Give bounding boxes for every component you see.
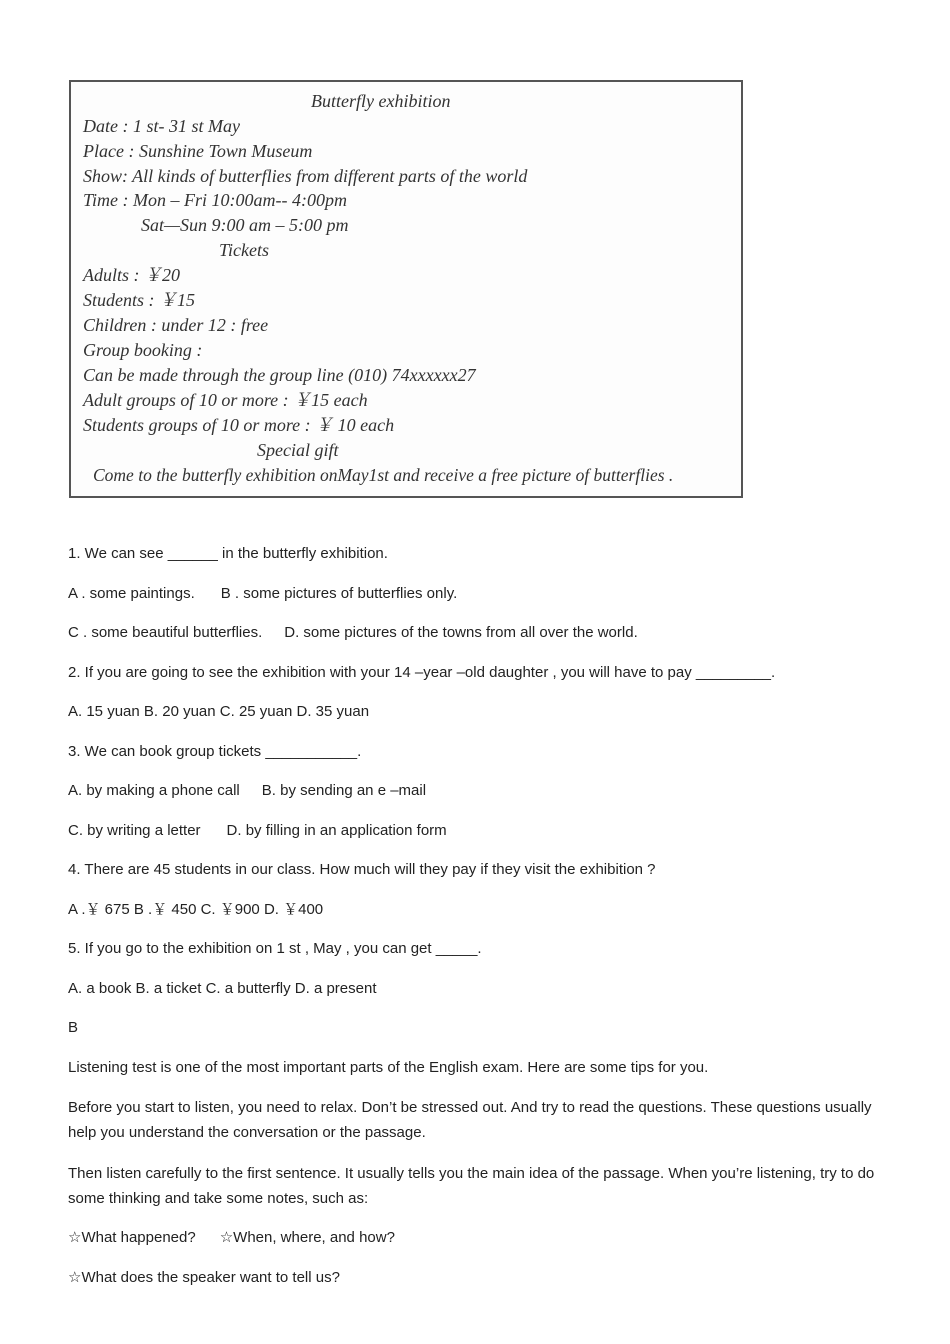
poster-time-weekend: Sat—Sun 9:00 am – 5:00 pm [141, 215, 349, 235]
question-1-options-ab [68, 582, 883, 606]
q3-option-b: B. by sending an e –mail [261, 782, 427, 799]
poster-special-heading: Special gift [257, 440, 339, 460]
poster-group-line: Can be made through the group line (010) 74xxxxxx27 [83, 365, 476, 385]
tip-what-happened: ☆What happened? [68, 1229, 196, 1246]
exhibition-poster [69, 80, 743, 498]
q3-option-a: A. by making a phone call [68, 782, 240, 799]
section-b-label: B [68, 1019, 79, 1036]
poster-student-groups: Students groups of 10 or more : ￥ 10 each [83, 415, 395, 435]
question-1: 1. We can see ______ in the butterfly exhibition. [68, 545, 388, 562]
question-3-options-cd [68, 819, 883, 843]
passage-paragraph-3: Then listen carefully to the first sentence. It usually tells you the main idea of the passage. When you’re listening, try to do some thinking and take some notes, such as: [68, 1164, 875, 1207]
q1-option-a: A . some paintings. [68, 584, 195, 602]
question-1-options-cd [68, 621, 883, 645]
question-5-options: A. a book B. a ticket C. a butterfly D. a present [68, 979, 377, 997]
poster-place: Place : Sunshine Town Museum [83, 141, 313, 161]
passage-paragraph-1: Listening test is one of the most important parts of the English exam. Here are some tips for you. [68, 1058, 709, 1076]
poster-show: Show: All kinds of butterflies from different parts of the world [83, 166, 528, 186]
poster-date: Date : 1 st- 31 st May [83, 116, 240, 136]
poster-children: Children : under 12 : free [83, 315, 269, 335]
poster-time-weekday: Time : Mon – Fri 10:00am-- 4:00pm [83, 190, 347, 210]
poster-title: Butterfly exhibition [311, 91, 451, 111]
poster-students: Students : ￥15 [83, 290, 195, 310]
poster-adults: Adults : ￥20 [83, 265, 180, 285]
q1-option-b: B . some pictures of butterflies only. [220, 584, 458, 602]
document-body [68, 542, 883, 1305]
question-5: 5. If you go to the exhibition on 1 st , May , you can get _____. [68, 940, 482, 957]
poster-special-text: Come to the butterfly exhibition onMay1st and receive a free picture of butterflies . [93, 465, 674, 485]
question-4: 4. There are 45 students in our class. How much will they pay if they visit the exhibition ? [68, 861, 656, 878]
q3-option-c: C. by writing a letter [68, 821, 201, 839]
poster-adult-groups: Adult groups of 10 or more : ￥15 each [83, 390, 368, 410]
poster-tickets-heading: Tickets [219, 240, 269, 260]
tips-line-1 [68, 1226, 883, 1250]
tip-when-where-how: ☆When, where, and how? [219, 1229, 395, 1246]
q1-option-c: C . some beautiful butterflies. [68, 624, 263, 641]
passage-paragraph-2: Before you start to listen, you need to relax. Don’t be stressed out. And try to read the questions. These questions usually help you understand the conversation or the passage. [68, 1099, 872, 1141]
tip-speaker-message: ☆What does the speaker want to tell us? [68, 1268, 340, 1286]
poster-group-booking: Group booking : [83, 340, 203, 360]
question-4-options: A .￥ 675 B .￥ 450 C. ￥900 D. ￥400 [68, 900, 324, 918]
question-3-options-ab [68, 779, 883, 803]
q3-option-d: D. by filling in an application form [226, 821, 447, 839]
question-3: 3. We can book group tickets ___________. [68, 742, 362, 760]
question-2-options: A. 15 yuan B. 20 yuan C. 25 yuan D. 35 yuan [68, 703, 370, 720]
q1-option-d: D. some pictures of the towns from all over the world. [284, 624, 638, 641]
question-2: 2. If you are going to see the exhibition with your 14 –year –old daughter , you will have to pay _________. [68, 663, 776, 681]
